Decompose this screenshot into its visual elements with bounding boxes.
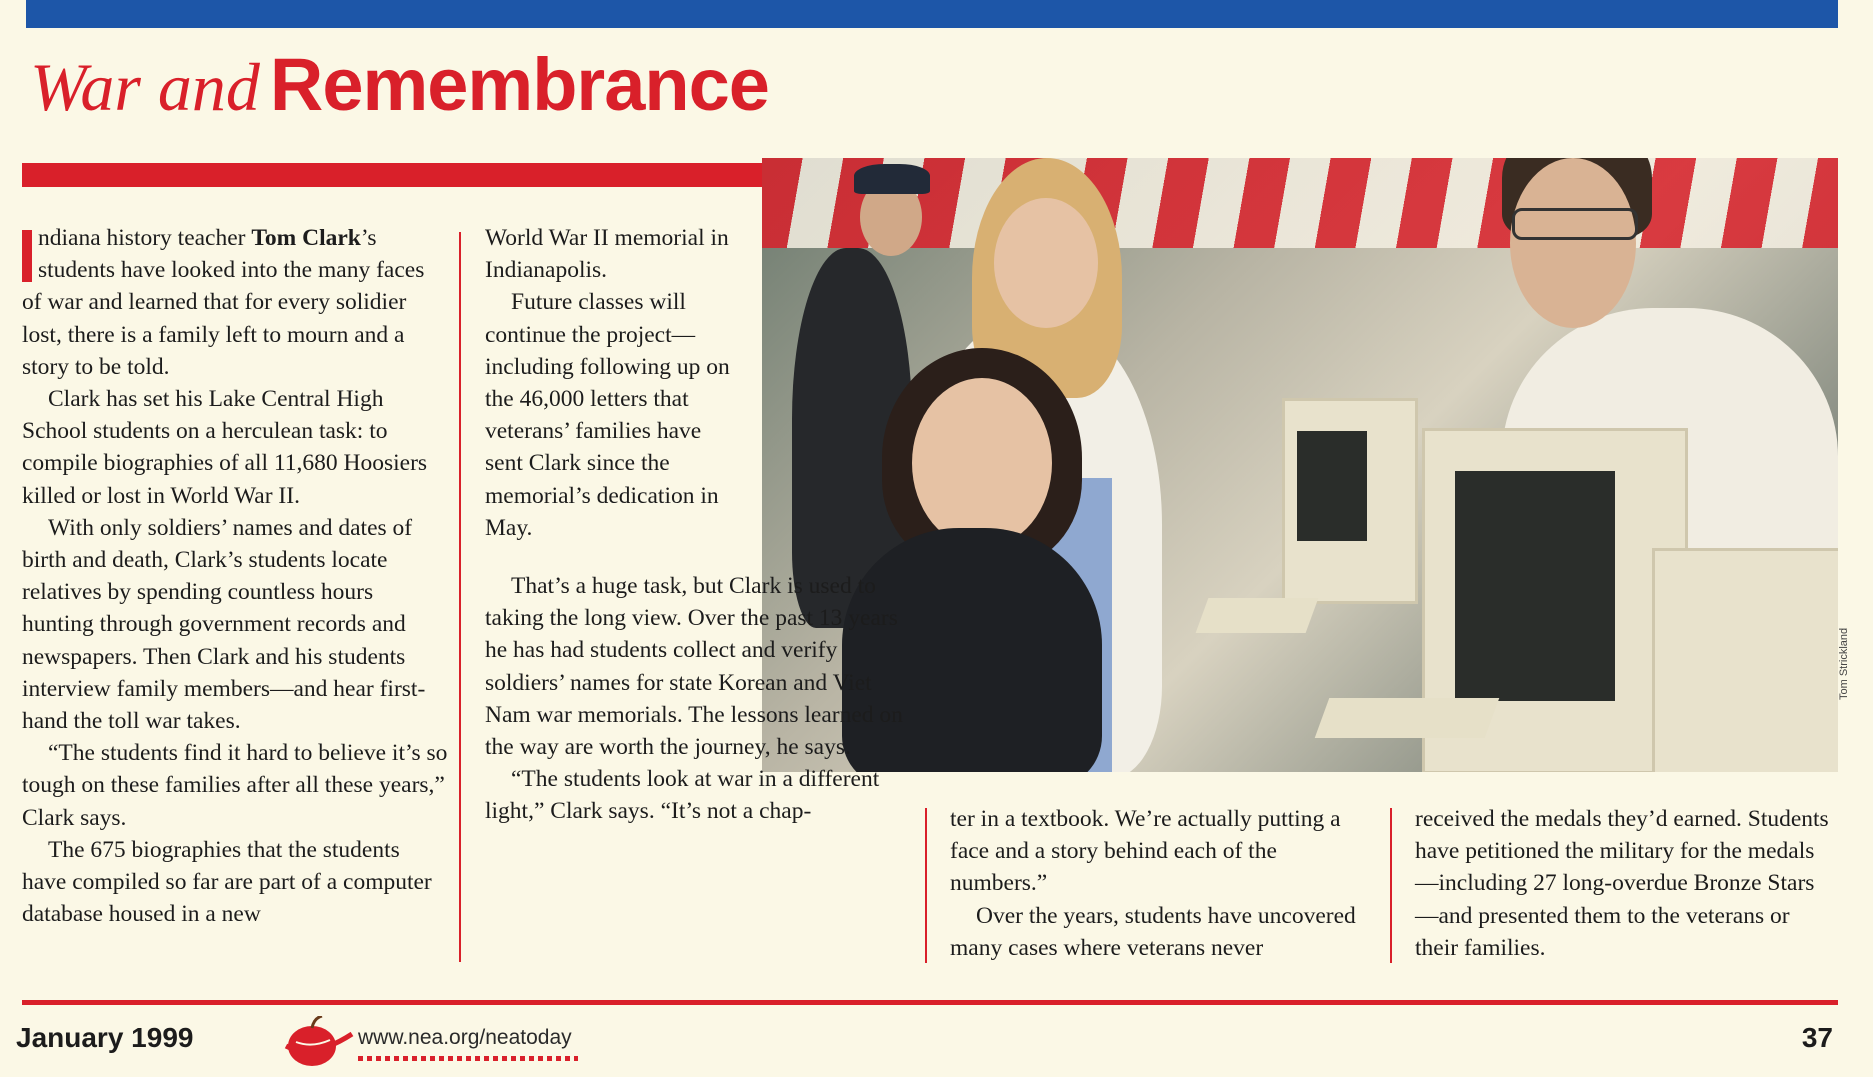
column-divider [925, 808, 927, 963]
photo-credit: Tom Strickland [1838, 627, 1850, 700]
paragraph: The 675 biographies that the students have compiled so far are part of a computer database housed in a new [22, 836, 432, 928]
photo-computer-monitor [1282, 398, 1418, 604]
article-column-2-top [485, 222, 735, 544]
article-title [30, 42, 769, 132]
column-divider [1390, 808, 1392, 963]
paragraph: Clark has set his Lake Central High School students on a herculean task: to compile biographies of all 11,680 Hoosiers killed or lost in World War II. [22, 386, 428, 509]
photo-keyboard [1315, 698, 1500, 738]
lead-text: ndiana history teacher [38, 225, 252, 251]
article-photo [762, 158, 1838, 772]
url-dotted-underline [358, 1056, 578, 1061]
dropcap-mark [22, 230, 32, 282]
article-column-2-bottom [485, 570, 905, 828]
apple-globe-icon [278, 1016, 356, 1068]
paragraph: Future classes will continue the project—including following up on the 46,000 letters that veterans’ families have sent Clark since the memorial’s dedication in May. [485, 289, 730, 541]
article-column-1 [22, 222, 448, 930]
top-color-bar [26, 0, 1838, 28]
title-italic: War and [30, 49, 260, 125]
website-link[interactable]: www.nea.org/neatoday [358, 1026, 572, 1049]
article-column-4 [1415, 803, 1830, 964]
photo-keyboard [1196, 598, 1319, 633]
paragraph: That’s a huge task, but Clark is used to taking the long view. Over the past 13 years he has had students collect and verify soldiers’ names for state Korean and Viet Nam war memorials. The lessons learned on the way are worth the journey, he says. [485, 573, 903, 761]
column-divider [459, 232, 461, 962]
photo-face [994, 198, 1098, 328]
paragraph: Over the years, students have uncovered many cases where veterans never [950, 902, 1356, 961]
photo-face [1510, 158, 1636, 328]
paragraph: ter in a textbook. We’re actually putting a face and a story behind each of the numbers.” [950, 806, 1341, 897]
paragraph: “The students look at war in a different light,” Clark says. “It’s not a chap- [485, 766, 880, 825]
paragraph: World War II memorial in Indianapolis. [485, 225, 729, 284]
paragraph: received the medals they’d earned. Students have petitioned the military for the medals—including 27 long-overdue Bronze Stars—and presented them to the veterans or their families. [1415, 806, 1829, 961]
cap-icon [854, 164, 930, 194]
paragraph: “The students find it hard to believe it’s so tough on these families after all these years,” Clark says. [22, 740, 448, 831]
page-number: 37 [1801, 1022, 1833, 1053]
footer-rule [22, 1000, 1838, 1005]
issue-date: January 1999 [16, 1022, 194, 1053]
lead-text-cont: ’s students have looked into the many faces of war and learned that for every solidier lost, there is a family left to mourn and a story to be told. [22, 225, 425, 380]
glasses-icon [1512, 208, 1638, 240]
paragraph: With only soldiers’ names and dates of birth and death, Clark’s students locate relatives by spending countless hours hunting through government records and newspapers. Then Clark and his students interview family members—and hear first-hand the toll war takes. [22, 514, 426, 735]
title-bold: Remembrance [269, 43, 769, 126]
photo-computer-tower [1652, 548, 1838, 772]
photo-face [912, 378, 1052, 548]
teacher-name: Tom Clark [251, 225, 361, 251]
article-column-3 [950, 803, 1362, 964]
